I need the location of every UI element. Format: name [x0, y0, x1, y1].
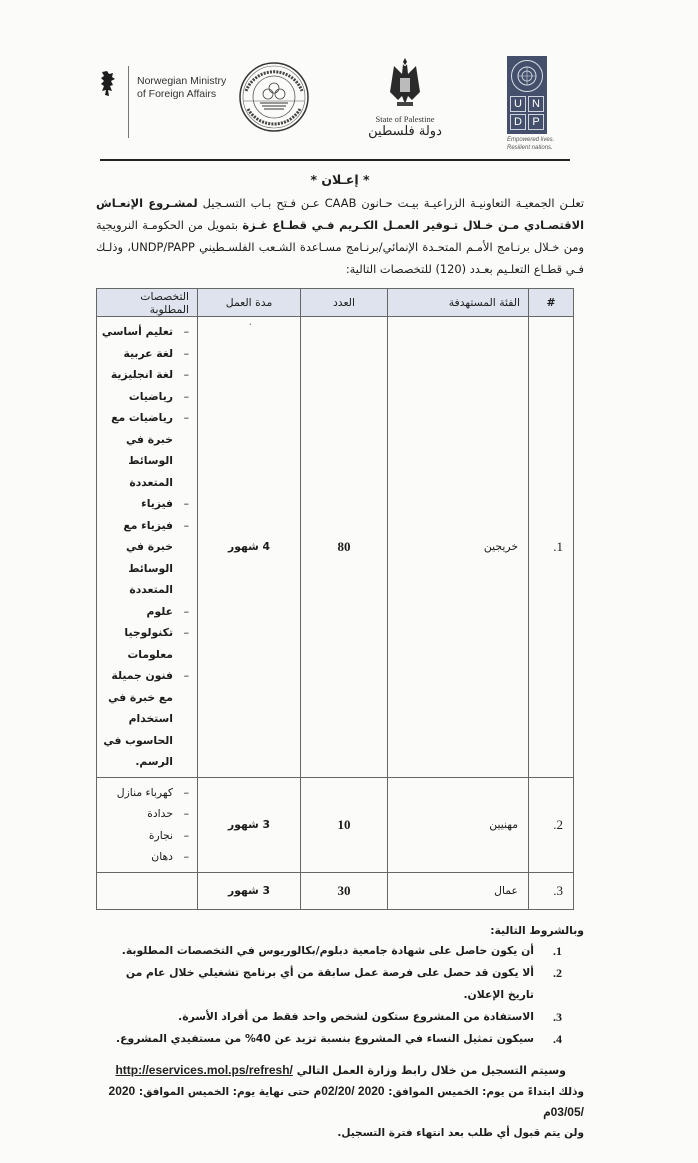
- spec-item: – تعليم أساسي: [101, 321, 189, 343]
- condition-text: ألا يكون قد حصل على فرصة عمل سابقة من أي برنامج تشغيلي خلال عام من تاريخ الإعلان.: [125, 965, 534, 1001]
- undp-tagline1: Empowered lives.: [507, 137, 555, 143]
- intro-part1: تعلـن الجمعيـة التعاونيـة الزراعيـة بيـت حـانون CAAB عـن فـتح بـاب التسـجيل: [197, 196, 585, 210]
- spec-item: – تكنولوجيا معلومات: [101, 622, 189, 665]
- row-number: 1.: [529, 317, 574, 778]
- row-number: 2.: [529, 777, 574, 872]
- spec-item: – رياضيات: [101, 386, 189, 408]
- spec-item-continuation: الحاسوب في الرسم.: [103, 733, 173, 768]
- row-target-group: مهنيين: [388, 777, 529, 872]
- header-duration: مدة العمل: [198, 289, 301, 317]
- row-duration: 3 شهور: [198, 777, 301, 872]
- norway-lion-icon: [98, 70, 118, 98]
- condition-item: [96, 1028, 562, 1050]
- spec-item: – دهان: [101, 846, 189, 868]
- row-count: 30: [301, 872, 388, 909]
- undp-letter-n: N: [528, 96, 544, 112]
- header-specializations: التخصصات المطلوبة: [97, 289, 198, 317]
- row-duration: 4 شهور: [227, 540, 270, 554]
- logo-divider: [128, 66, 129, 138]
- norway-line2: of Foreign Affairs: [137, 88, 217, 100]
- registration-dates: [96, 1081, 584, 1123]
- registration-text: وسيتم التسجيل من خلال رابط وزارة العمل التالي: [292, 1063, 566, 1077]
- row-specializations: [97, 777, 198, 872]
- row-duration: 3 شهور: [198, 872, 301, 909]
- row-target-group: عمال: [388, 872, 529, 909]
- undp-letter-d: D: [510, 114, 526, 130]
- header-count: العدد: [301, 289, 388, 317]
- end-date: 2020 /03/05م: [108, 1083, 584, 1119]
- announcement-body: [96, 162, 584, 1163]
- intro-part2: بتمويل من الحكومـة النرويجية ومن خـلال برنـامج الأمـم المتحـدة الإنمائي/برنـامج مسـاعدة الشـعب الفلسـطيني UNDP/PAPP، وذلـك فـي قطـاع التعلـيم بعـدد (120) للتخصصات التالية:: [96, 218, 584, 276]
- registration-line: [96, 1060, 566, 1081]
- norway-line1: Norwegian Ministry: [137, 75, 227, 87]
- palestine-eagle-icon: [388, 56, 422, 108]
- spec-item: – فيزياء: [101, 493, 189, 515]
- condition-text: أن يكون حاصل على شهادة جامعية دبلوم/بكالوريوس في التخصصات المطلوبة.: [121, 943, 534, 957]
- row-count: 80: [301, 317, 388, 778]
- state-of-palestine-logo: [365, 56, 445, 139]
- condition-item: [96, 962, 562, 1006]
- undp-logo: [507, 56, 567, 152]
- spec-item: – علوم: [101, 601, 189, 623]
- row-specializations: [97, 872, 198, 909]
- intro-project-name: لمشـروع الإنعـاش الاقتصـادي مـن خـلال تـوفير العمـل الكـريم فـي قطـاع غـزة: [96, 196, 584, 232]
- spec-item: – كهرباء منازل: [101, 782, 189, 804]
- table-row: [97, 317, 574, 778]
- letterhead: [0, 0, 698, 162]
- spec-item: – فنون جميلة مع خبرة في استخدام: [101, 665, 189, 730]
- condition-text: الاستفادة من المشروع ستكون لشخص واحد فقط من أفراد الأسرة.: [178, 1009, 534, 1023]
- palestine-en: State of Palestine: [375, 114, 435, 124]
- conditions-list: [96, 940, 562, 1050]
- undp-tagline2: Resilient nations.: [507, 144, 553, 151]
- condition-number: 4.: [553, 1031, 562, 1046]
- palestine-ar: دولة فلسطين: [368, 124, 442, 139]
- un-globe-icon: [511, 60, 543, 92]
- registration-closing-note: ولن يتم قبول أي طلب بعد انتهاء فترة التسجيل.: [337, 1126, 584, 1139]
- dates-text-b: حتى نهاية يوم: الخميس الموافق:: [135, 1085, 314, 1098]
- row-number: 3.: [529, 872, 574, 909]
- norway-ministry-logo: [98, 66, 226, 136]
- condition-number: 3.: [553, 1009, 562, 1024]
- specializations-table: [96, 288, 574, 910]
- announcement-title: * إعـلان *: [310, 172, 370, 187]
- condition-number: 2.: [553, 965, 562, 980]
- undp-letter-p: P: [528, 114, 544, 130]
- start-date: 2020 /02/20م: [313, 1083, 385, 1098]
- conditions-heading: وبالشروط التالية:: [490, 923, 584, 937]
- condition-item: [96, 1006, 562, 1028]
- row-duration-cell: [198, 317, 301, 778]
- table-row: [97, 777, 574, 872]
- header-rule: [100, 159, 570, 161]
- condition-item: [96, 940, 562, 962]
- stray-mark: ·: [249, 321, 252, 329]
- row-count: 10: [301, 777, 388, 872]
- table-row: [97, 872, 574, 909]
- registration-link[interactable]: http://eservices.mol.ps/refresh/: [115, 1062, 293, 1077]
- spec-item: – نجارة: [101, 825, 189, 847]
- table-header-row: [97, 289, 574, 317]
- spec-item: – فيزياء مع خبرة في الوسائط المتعددة: [101, 515, 189, 601]
- undp-letter-u: U: [510, 96, 526, 112]
- spec-item: – لغة انجليزية: [101, 364, 189, 386]
- intro-paragraph: [96, 192, 584, 280]
- cooperative-seal-logo: [238, 61, 310, 133]
- condition-text: سيكون تمثيل النساء في المشروع بنسبة تزيد عن 40% من مستفيدي المشروع.: [116, 1031, 534, 1045]
- header-target-group: الفئة المستهدفة: [388, 289, 529, 317]
- spec-item: – حدادة: [101, 803, 189, 825]
- spec-item: – لغة عربية: [101, 343, 189, 365]
- row-target-group: خريجين: [388, 317, 529, 778]
- spec-item: – رياضيات مع خبرة في الوسائط المتعددة: [101, 407, 189, 493]
- dates-text-a: وذلك ابتداءً من يوم: الخميس الموافق:: [384, 1085, 584, 1098]
- condition-number: 1.: [553, 943, 562, 958]
- header-number: #: [529, 289, 574, 317]
- row-specializations: [97, 317, 198, 778]
